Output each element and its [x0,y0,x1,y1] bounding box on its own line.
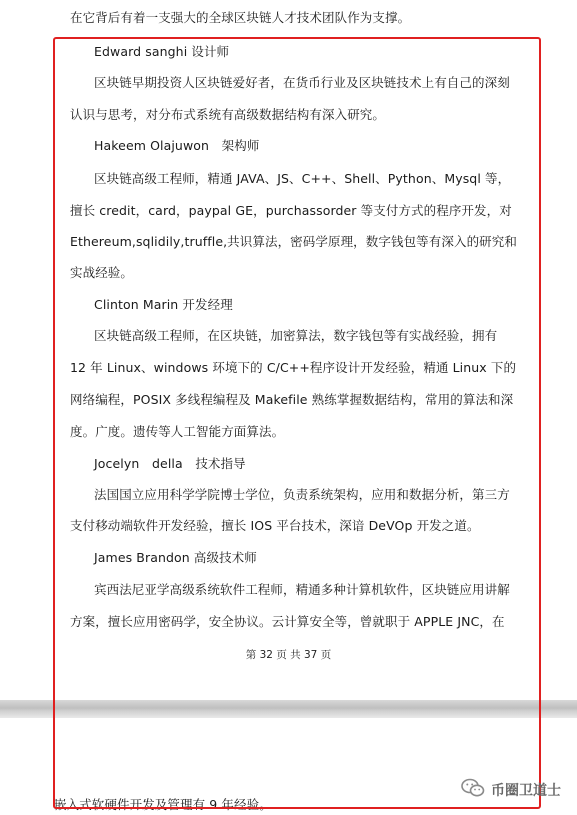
text-line: 区块链高级工程师，精通 JAVA、JS、C++、Shell、Python、Mysql 等， [94,171,511,186]
text-line: 法国国立应用科学学院博士学位，负责系统架构，应用和数据分析，第三方 [94,487,510,502]
text-line: 区块链早期投资人区块链爱好者，在货币行业及区块链技术上有自己的深刻 [94,75,510,90]
text-line: 区块链高级工程师，在区块链，加密算法，数字钱包等有实战经验，拥有 [94,328,498,343]
watermark [461,779,571,801]
text-line: 网络编程，POSIX 多线程编程及 Makefile 熟练掌握数据结构，常用的算法和深 [70,392,514,407]
member-heading: Edward sanghi 设计师 [94,44,230,59]
member-heading: Jocelyn della 技术指导 [94,456,246,471]
text-line: 12 年 Linux、windows 环境下的 C/C++程序设计开发经验，精通 Linux 下的 [70,360,517,375]
member-heading: Clinton Marin 开发经理 [94,297,233,312]
wechat-logo-icon [461,778,485,802]
text-line: 支付移动端软件开发经验，擅长 IOS 平台技术，深谙 DeVOp 开发之道。 [70,518,480,533]
text-line: 在它背后有着一支强大的全球区块链人才技术团队作为支撑。 [70,10,411,25]
text-line: 擅长 credit，card，paypal GE，purchassorder 等支付方式的程序开发，对 [70,203,512,218]
text-line: Ethereum,sqlidily,truffle,共识算法，密码学原理，数字钱包等有深入的研究和 [70,234,517,249]
text-line: 认识与思考，对分布式系统有高级数据结构有深入研究。 [70,107,386,122]
text-line: 宾西法尼亚学高级系统软件工程师，精通多种计算机软件，区块链应用讲解 [94,582,510,597]
text-line: 实战经验。 [70,265,134,280]
page-number-footer: 第 32 页 共 37 页 [245,649,332,661]
member-heading: James Brandon 高级技术师 [94,550,257,565]
member-heading: Hakeem Olajuwon 架构师 [94,138,260,153]
text-line: 方案，擅长应用密码学，安全协议。云计算安全等，曾就职于 APPLE JNC，在 [70,614,505,629]
text-line: 度。广度。遗传等人工智能方面算法。 [70,424,285,439]
watermark-label: 币圈卫道士 [491,783,561,799]
next-page-text-line: 嵌入式软硬件开发及管理有 9 年经验。 [54,797,272,812]
page-break-divider [0,700,577,718]
